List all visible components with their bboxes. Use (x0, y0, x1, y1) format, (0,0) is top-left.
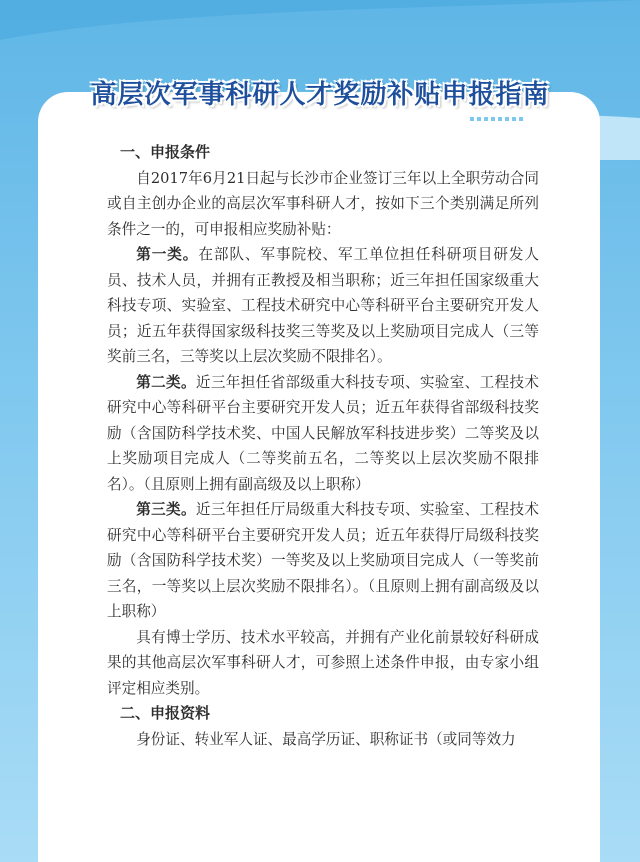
paragraph (107, 242, 539, 370)
paragraph (107, 727, 539, 753)
section-heading: 二、申报资料 (120, 704, 211, 722)
paragraph (107, 370, 539, 498)
paragraph (107, 166, 539, 243)
category-label: 第三类。 (136, 501, 196, 518)
category-label: 第二类。 (136, 373, 196, 391)
paragraph (107, 625, 539, 702)
paragraph (107, 497, 539, 625)
paragraph-text: 在部队、军事院校、军工单位担任科研项目研发人员、技术人员，并拥有正教授及相当职称；近三年担任国家级重大科技专项、实验室、工程技术研究中心等科研平台主要研究开发人员；近五年获得国家级科技奖三等奖及以上奖励项目完成人（三等奖前三名，三等奖以上层次奖励不限排名）。 (107, 246, 539, 365)
title-dots-decoration (470, 106, 526, 125)
section-heading: 一、申报条件 (120, 143, 211, 161)
page-title: 高层次军事科研人才奖励补贴申报指南 (90, 80, 550, 110)
paragraph-text: 具有博士学历、技术水平较高，并拥有产业化前景较好科研成果的其他高层次军事科研人才，可参照上述条件申报，由专家小组评定相应类别。 (107, 628, 539, 697)
paragraph-text: 近三年担任厅局级重大科技专项、实验室、工程技术研究中心等科研平台主要研究开发人员；近五年获得厅局级科技奖励（含国防科学技术奖）一等奖及以上奖励项目完成人（一等奖前三名，一等奖以上层次奖励不限排名）。（且原则上拥有副高级及以上职称） (107, 501, 539, 620)
category-label: 第一类。 (136, 246, 199, 263)
paragraph-text: 身份证、转业军人证、最高学历证、职称证书（或同等效力 (136, 730, 516, 748)
document-body (107, 140, 539, 752)
paragraph-text: 自2017年6月21日起与长沙市企业签订三年以上全职劳动合同或自主创办企业的高层次军事科研人才，按如下三个类别满足所列条件之一的，可申报相应奖励补贴： (107, 169, 539, 238)
paragraph-text: 近三年担任省部级重大科技专项、实验室、工程技术研究中心等科研平台主要研究开发人员；近五年获得省部级科技奖励（含国防科学技术奖、中国人民解放军科技进步奖）二等奖及以上奖励项目完成人（二等奖前五名，二等奖以上层次奖励不限排名）。（且原则上拥有副高级及以上职称） (107, 373, 539, 493)
